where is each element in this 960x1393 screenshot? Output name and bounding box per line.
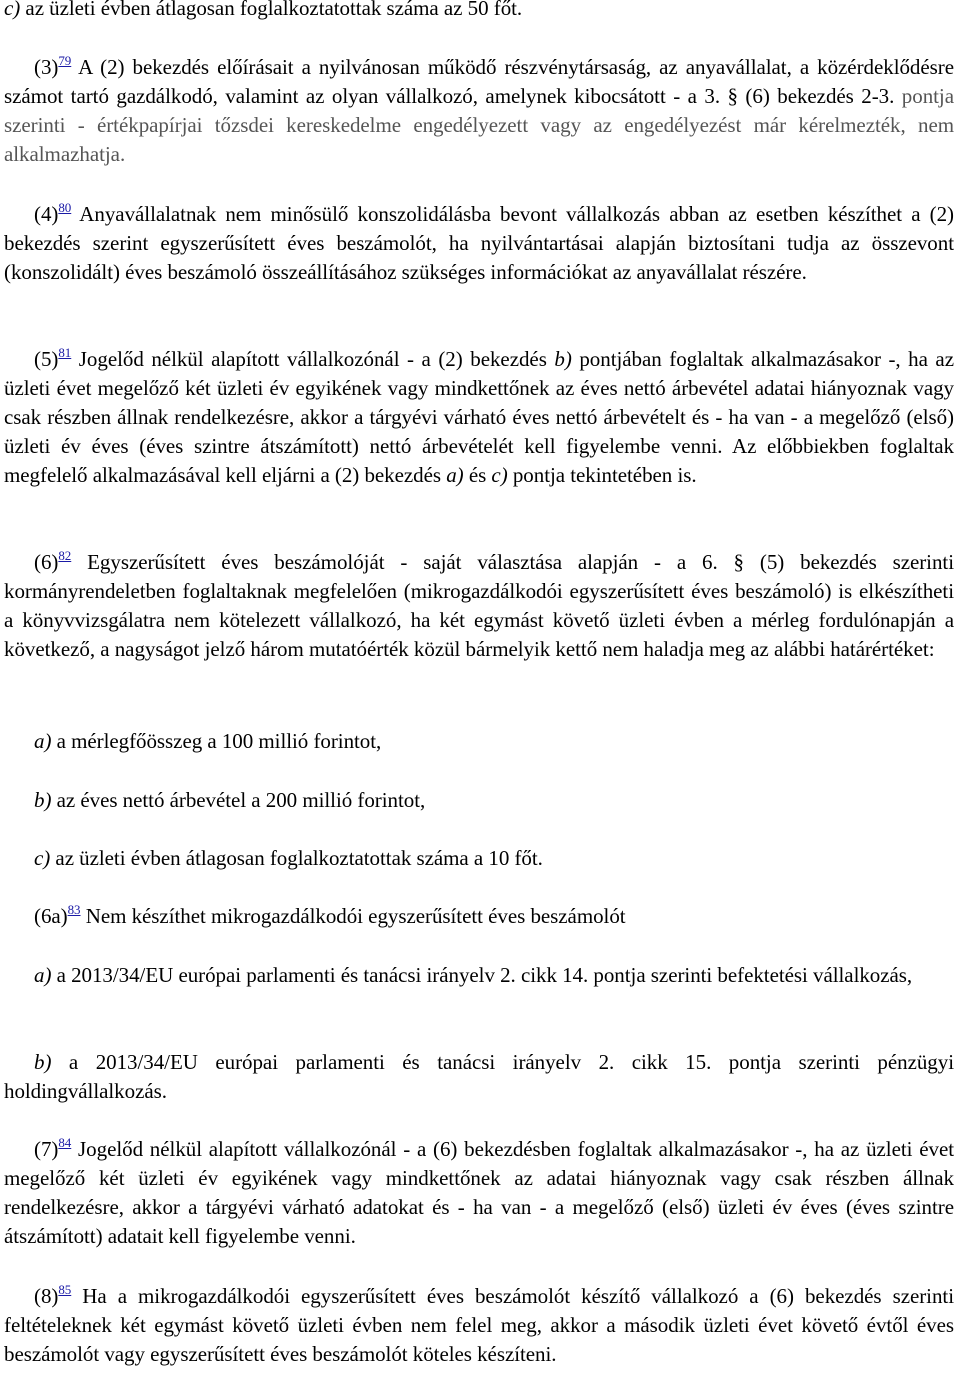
item-label: a)	[34, 963, 52, 987]
paragraph-6-item-a	[4, 727, 954, 756]
paragraph-number: (4)	[34, 202, 59, 226]
paragraph-text: és	[463, 463, 492, 487]
item-label: b)	[34, 788, 52, 812]
item-label: c)	[4, 0, 21, 20]
paragraph-5	[4, 345, 954, 490]
footnote-link[interactable]: 83	[67, 902, 81, 917]
footnote-link[interactable]: 85	[58, 1282, 72, 1297]
item-ref: c)	[491, 463, 508, 487]
footnote-link[interactable]: 80	[58, 200, 72, 215]
paragraph-4	[4, 200, 954, 287]
item-text: a 2013/34/EU európai parlamenti és tanácsi irányelv 2. cikk 15. pontja szerinti pénzügyi holdingvállalkozás.	[4, 1050, 954, 1103]
paragraph-number: (8)	[34, 1284, 59, 1308]
paragraph-text: pontjában foglaltak alkalmazásakor -, ha az üzleti évet megelőző két üzleti év egyikének vagy mindkettőnek az éves nettó árbevétel adatai hiányoznak vagy csak részben állnak rendelkezésre, akkor a tárgyévi várható éves nettó árbevételt és - ha van - a megelőző (első) üzleti év éves (éves szintre átszámított) nettó árbevételét kell figyelembe venni. Az előbbiekben foglaltak megfelelő alkalmazásával kell eljárni a (2) bekezdés	[4, 347, 954, 487]
footnote-link[interactable]: 84	[58, 1135, 72, 1150]
item-text: az üzleti évben átlagosan foglalkoztatottak száma az 50 főt.	[20, 0, 523, 20]
paragraph-8	[4, 1282, 954, 1369]
item-label: a)	[34, 729, 52, 753]
paragraph-6a-item-b	[4, 1048, 954, 1106]
paragraph-text: Jogelőd nélkül alapított vállalkozónál - a (2) bekezdés	[71, 347, 555, 371]
item-text: a 2013/34/EU európai parlamenti és tanácsi irányelv 2. cikk 14. pontja szerinti befektetési vállalkozás,	[51, 963, 913, 987]
item-text: a mérlegfőösszeg a 100 millió forintot,	[51, 729, 382, 753]
paragraph-text: Ha a mikrogazdálkodói egyszerűsített éves beszámolót készítő vállalkozó a (6) bekezdés szerinti feltételeknek két egymást követő üzleti évben nem felel meg, akkor a második üzleti évet követő évtől éves beszámolót vagy egyszerűsített éves beszámolót köteles készíteni.	[4, 1284, 954, 1366]
paragraph-text: A (2) bekezdés előírásait a nyilvánosan működő részvénytársaság, az anyavállalat, a közérdeklődésre számot tartó gazdálkodó, valamint az olyan vállalkozó, amelynek kibocsátott - a 3. § (6) bekezdés 2-3.	[4, 55, 954, 108]
paragraph-text: pontja tekintetében is.	[507, 463, 697, 487]
paragraph-6a	[4, 902, 954, 931]
paragraph-text: Nem készíthet mikrogazdálkodói egyszerűsített éves beszámolót	[80, 904, 626, 928]
paragraph-text: Jogelőd nélkül alapított vállalkozónál - a (6) bekezdésben foglaltak alkalmazásakor -, ha az üzleti évet megelőző két üzleti év egyikének vagy mindkettőnek az adatai hiányoznak vagy csak részben állnak rendelkezésre, akkor a tárgyévi várható adatokat és - ha van - a megelőző (első) üzleti év éves (éves szintre átszámított) adatait kell figyelembe venni.	[4, 1137, 954, 1248]
paragraph-3	[4, 53, 954, 169]
item-text: az éves nettó árbevétel a 200 millió forintot,	[51, 788, 426, 812]
footnote-link[interactable]: 81	[58, 345, 72, 360]
item-label: c)	[34, 846, 51, 870]
paragraph-text: Egyszerűsített éves beszámolóját - saját választása alapján - a 6. § (5) bekezdés szerinti kormányrendeletben foglaltaknak megfelelően (mikrogazdálkodói egyszerűsített éves beszámoló) is elkészítheti a könyvvizsgálatra nem kötelezett vállalkozó, ha két egymást követő üzleti évben a mérleg fordulónapján a következő, a nagyságot jelző három mutatóérték közül bármelyik kettő nem haladja meg az alábbi határértéket:	[4, 550, 954, 661]
paragraph-7	[4, 1135, 954, 1251]
paragraph-6-item-b	[4, 786, 954, 815]
item-ref: b)	[554, 347, 572, 371]
paragraph-number: (6a)	[34, 904, 68, 928]
item-label: b)	[34, 1050, 52, 1074]
paragraph-text-faded: pontja szerinti - értékpapírjai tőzsdei kereskedelme engedélyezett vagy az engedélyezést már kérelmezték, nem alkalmazhatja.	[4, 84, 954, 166]
paragraph-number: (3)	[34, 55, 59, 79]
paragraph-number: (7)	[34, 1137, 59, 1161]
footnote-link[interactable]: 79	[58, 53, 72, 68]
paragraph-6	[4, 548, 954, 664]
paragraph-6-item-c	[4, 844, 954, 873]
paragraph-6a-item-a	[4, 961, 954, 990]
paragraph-number: (5)	[34, 347, 59, 371]
footnote-link[interactable]: 82	[58, 548, 72, 563]
item-text: az üzleti évben átlagosan foglalkoztatottak száma a 10 főt.	[50, 846, 543, 870]
paragraph-2c-item	[4, 0, 954, 23]
paragraph-number: (6)	[34, 550, 59, 574]
paragraph-text: Anyavállalatnak nem minősülő konszolidálásba bevont vállalkozás abban az esetben készíthet a (2) bekezdés szerint egyszerűsített éves beszámolót, ha nyilvántartásai alapján biztosítani tudja az összevont (konszolidált) éves beszámoló összeállításához szükséges információkat az anyavállalat részére.	[4, 202, 954, 284]
item-ref: a)	[446, 463, 464, 487]
